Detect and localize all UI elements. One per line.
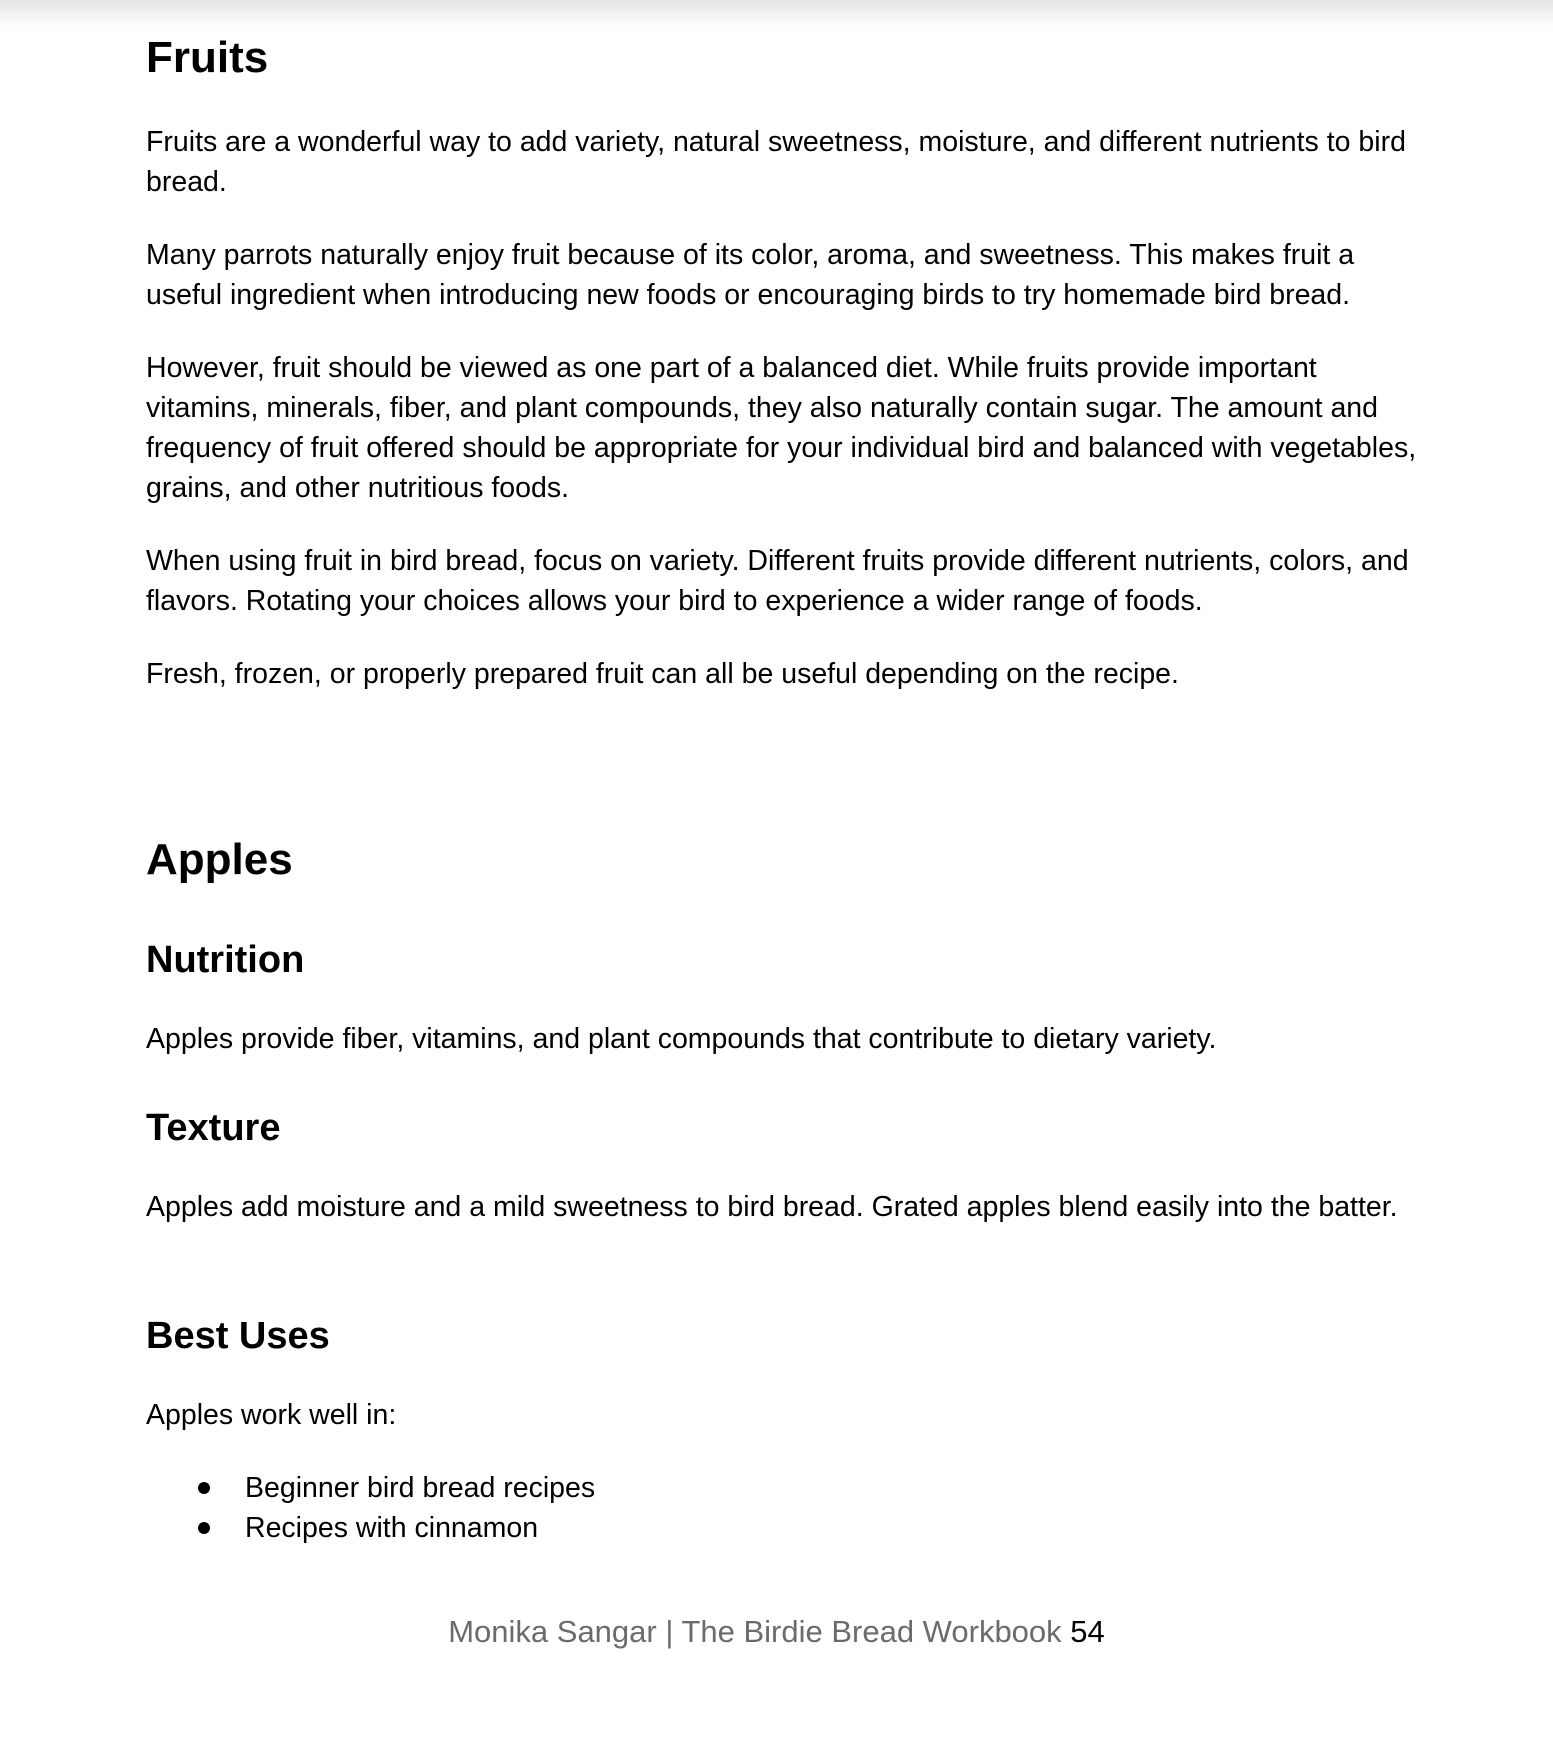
texture-text: Apples add moisture and a mild sweetness to bird bread. Grated apples blend easily into the batter. <box>146 1191 1398 1223</box>
nutrition-text: Apples provide fiber, vitamins, and plant compounds that contribute to dietary variety. <box>146 1023 1217 1055</box>
page-footer <box>0 1610 1553 1654</box>
best-uses-heading: Best Uses <box>146 1315 330 1357</box>
best-uses-intro: Apples work well in: <box>146 1399 397 1431</box>
fruits-paragraph-4: When using fruit in bird bread, focus on variety. Different fruits provide different nutrients, colors, and flavors. Rotating your choices allows your bird to experience a wider range of foods. <box>146 545 1409 617</box>
fruits-paragraph-5: Fresh, frozen, or properly prepared fruit can all be useful depending on the recipe. <box>146 658 1179 690</box>
footer-credit: Monika Sangar | The Birdie Bread Workbook <box>448 1614 1062 1649</box>
list-item <box>146 1468 1436 1508</box>
list-item <box>146 1508 1436 1548</box>
page-top-shadow <box>0 0 1553 28</box>
best-uses-list <box>146 1468 1436 1548</box>
list-item-text: Recipes with cinnamon <box>245 1512 539 1544</box>
fruits-paragraph-3: However, fruit should be viewed as one part of a balanced diet. While fruits provide important vitamins, minerals, fiber, and plant compounds, they also naturally contain sugar. The amount and frequency of fruit offered should be appropriate for your individual bird and balanced with vegetables, grains, and other nutritious foods. <box>146 352 1417 504</box>
texture-heading: Texture <box>146 1107 281 1149</box>
bullet-icon <box>198 1522 210 1534</box>
page-number: 54 <box>1070 1614 1105 1649</box>
fruits-paragraph-2: Many parrots naturally enjoy fruit because of its color, aroma, and sweetness. This makes fruit a useful ingredient when introducing new foods or encouraging birds to try homemade bird bread. <box>146 239 1355 311</box>
apples-heading: Apples <box>146 835 293 884</box>
list-item-text: Beginner bird bread recipes <box>245 1472 596 1504</box>
fruits-heading: Fruits <box>146 33 269 82</box>
bullet-icon <box>198 1482 210 1494</box>
fruits-paragraph-1: Fruits are a wonderful way to add variety, natural sweetness, moisture, and different nutrients to bird bread. <box>146 126 1406 198</box>
nutrition-heading: Nutrition <box>146 939 305 981</box>
